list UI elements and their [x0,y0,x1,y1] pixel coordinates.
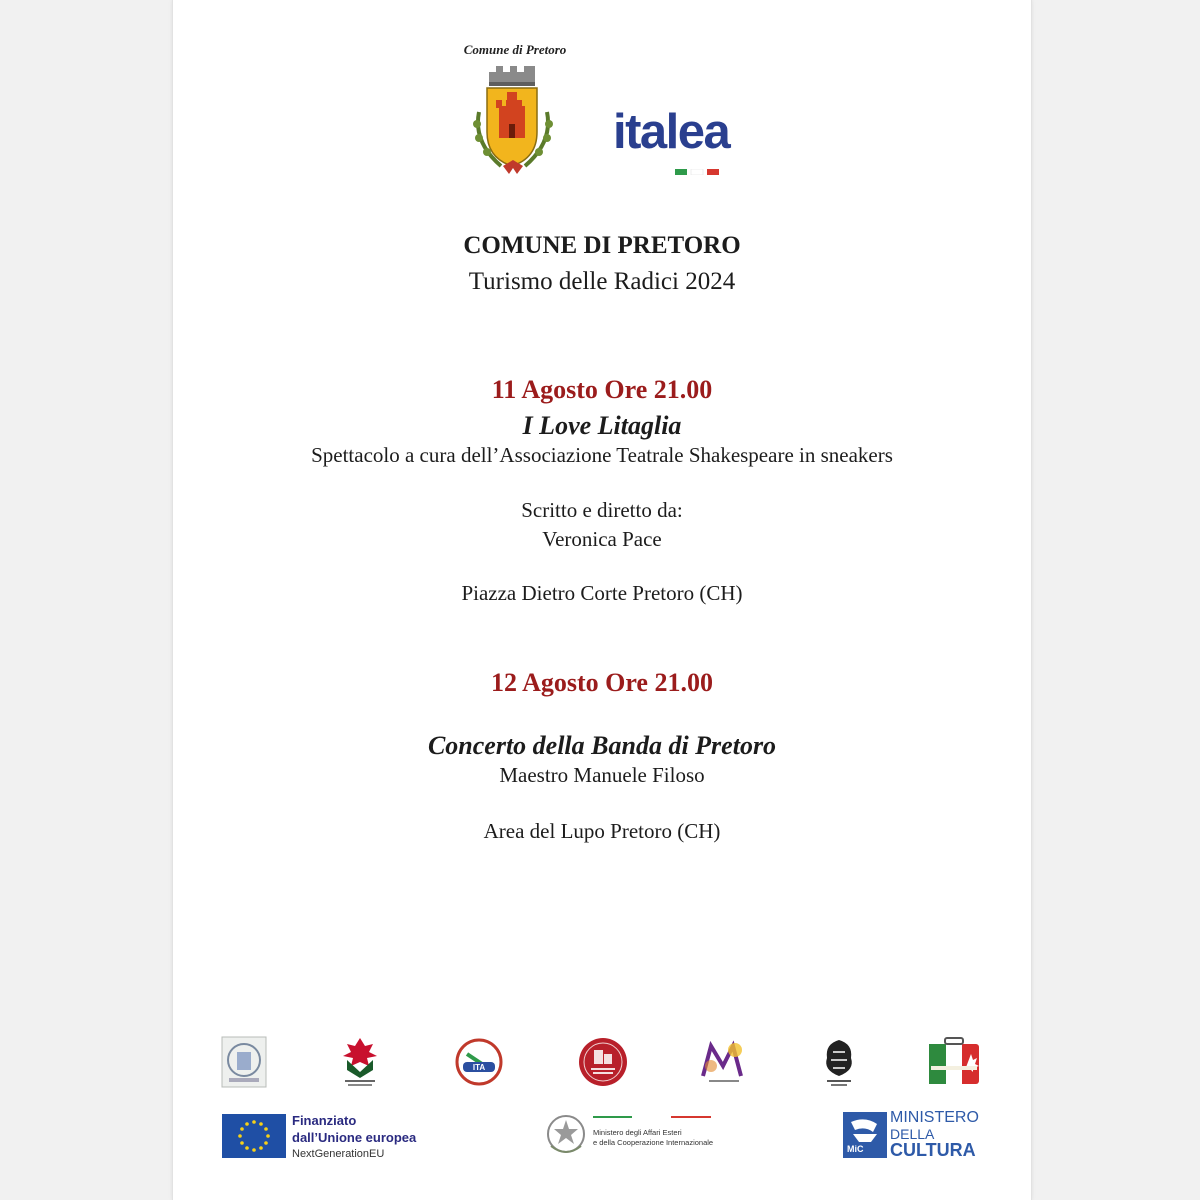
circular-club-icon [453,1036,505,1088]
eu-line-3: NextGenerationEU [292,1148,385,1160]
valigia-di-cartone-icon [927,1036,981,1086]
maeci-tricolor-bar [593,1116,711,1118]
event-1-date: 11 Agosto Ore 21.00 [491,375,713,404]
maeci-line-1: Ministero degli Affari Esteri [593,1128,682,1137]
association-seal-icon [221,1036,267,1088]
event-1-title: I Love Litaglia [522,411,682,440]
funding-logos [173,1108,1031,1168]
page-subtitle: Turismo delle Radici 2024 [468,268,736,295]
mic-line-3: CULTURA [890,1140,976,1160]
event-1-credit-name: Veronica Pace [542,527,662,551]
page-title: COMUNE DI PRETORO [463,232,741,259]
crest-caption: Comune di Pretoro [463,42,567,57]
mic-line-1: MINISTERO [890,1109,979,1126]
mic-line-2: DELLA [890,1126,935,1142]
italian-flag-icon [675,169,719,175]
proloco-pretoro-icon [819,1036,859,1088]
maeci-line-2: e della Cooperazione Internazionale [593,1138,714,1147]
canada-federation-icon [339,1036,381,1088]
borghi-round-icon [577,1036,629,1088]
accoglienza-m-icon [697,1036,749,1088]
italea-logo: italea [613,105,730,159]
event-1-description: Spettacolo a cura dell’Associazione Teatrale Shakespeare in sneakers [311,443,893,467]
eu-line-1: Finanziato [292,1113,357,1128]
eu-flag-icon [222,1114,286,1158]
eu-line-2: dall’Unione europea [292,1130,417,1145]
partner-logos [173,1036,1031,1092]
event-1-location: Piazza Dietro Corte Pretoro (CH) [461,581,743,605]
event-2-credit-name: Maestro Manuele Filoso [499,763,705,787]
poster-page [172,0,1032,1200]
pretoro-crest-icon [465,62,565,176]
event-2-title: Concerto della Banda di Pretoro [427,731,777,760]
svg-text:ITA: ITA [472,1063,486,1072]
mic-badge: MiC [847,1144,864,1154]
event-2-date: 12 Agosto Ore 21.00 [491,668,713,697]
italian-republic-emblem-icon [545,1112,587,1158]
event-1-credit-label: Scritto e diretto da: [521,498,683,522]
event-2-location: Area del Lupo Pretoro (CH) [483,819,721,843]
